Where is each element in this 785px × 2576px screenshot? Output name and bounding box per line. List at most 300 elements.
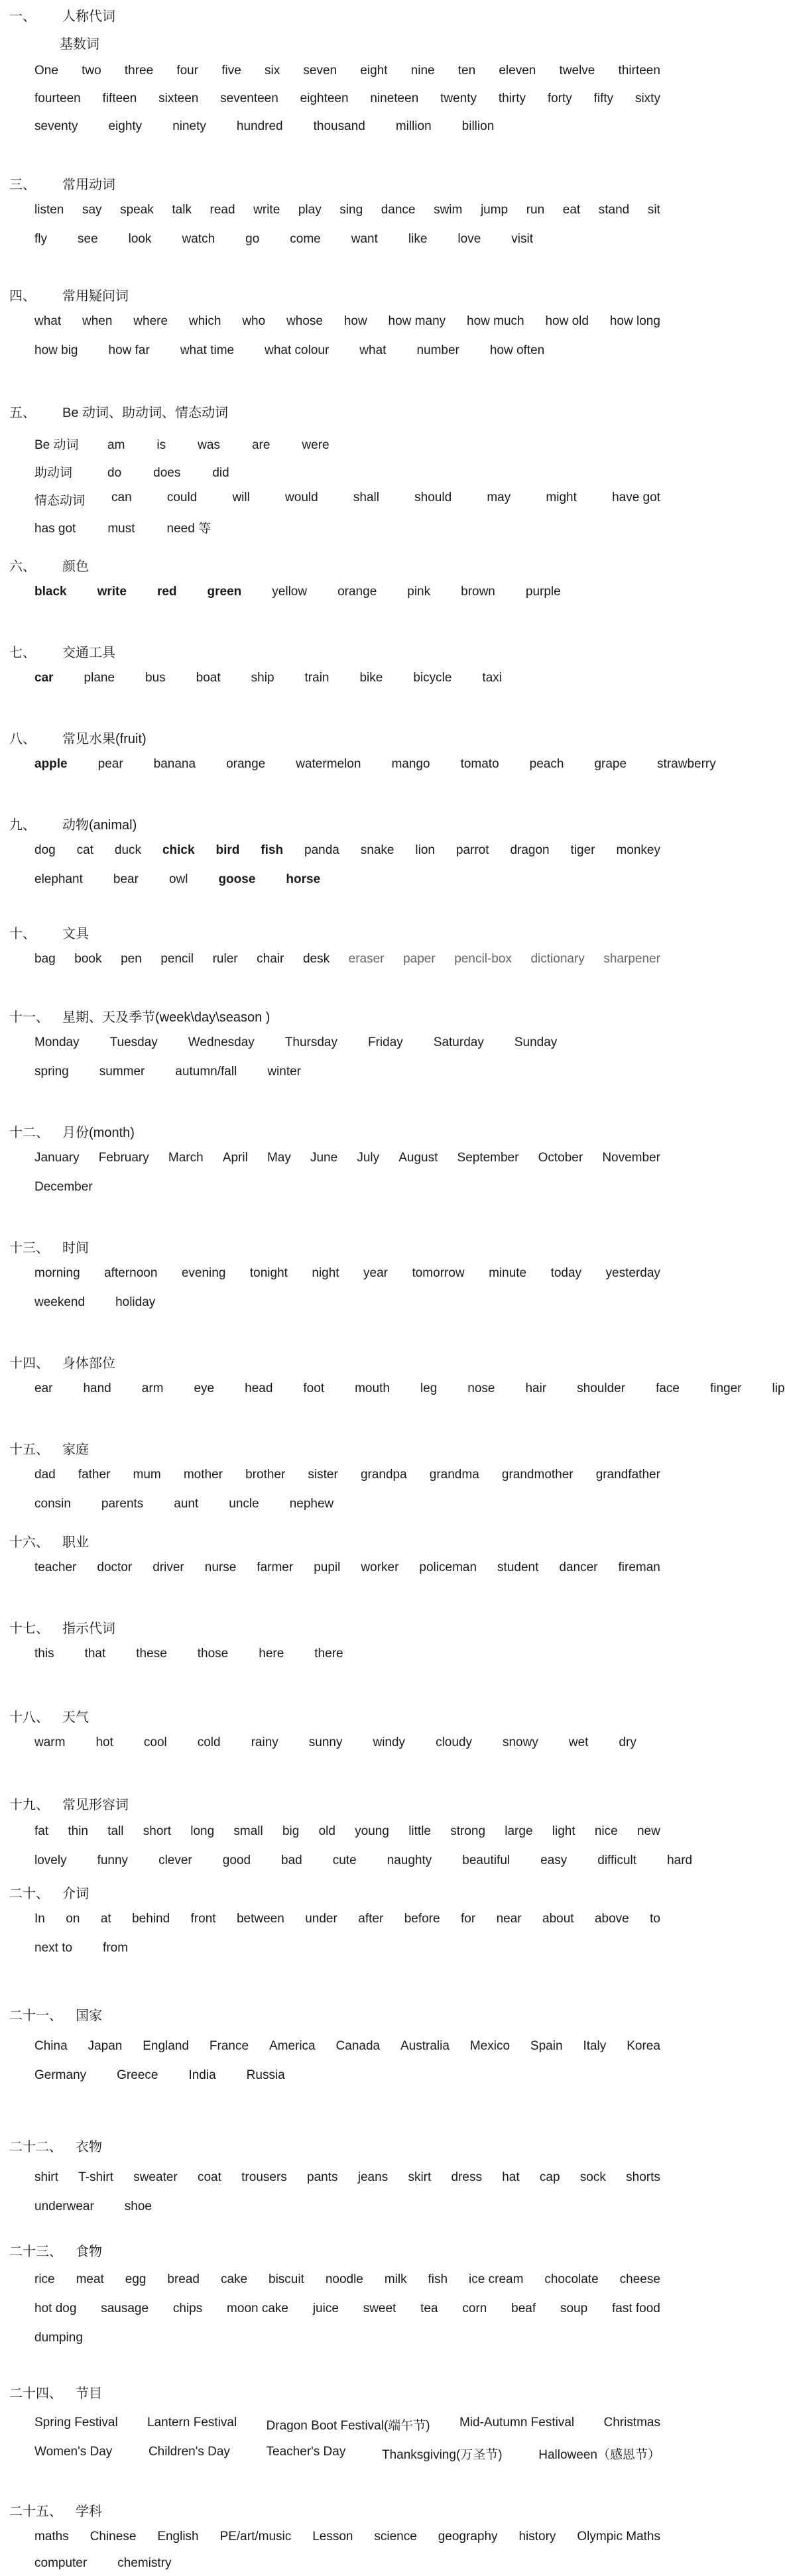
word: December <box>34 1180 93 1194</box>
word: listen <box>34 203 64 217</box>
word: Thursday <box>284 1035 337 1049</box>
word: four <box>176 64 199 78</box>
word: red <box>156 585 177 599</box>
word: light <box>552 1824 575 1838</box>
word: duck <box>114 843 142 857</box>
word: beaf <box>511 2302 536 2315</box>
word-row <box>34 2039 660 2054</box>
section-18-heading: 十八、 天气 <box>9 1710 89 1725</box>
word: eight <box>360 64 388 78</box>
word: plane <box>84 671 115 685</box>
word: pupil <box>314 1560 341 1574</box>
word: farmer <box>257 1560 294 1574</box>
word: bird <box>215 843 240 857</box>
word-row <box>34 585 660 599</box>
word: chips <box>172 2302 203 2315</box>
word: shoe <box>124 2199 152 2213</box>
word: T-shirt <box>78 2170 113 2184</box>
word: corn <box>462 2302 487 2315</box>
word: go <box>245 232 260 246</box>
word: pink <box>407 585 431 599</box>
word: grandmother <box>501 1468 574 1482</box>
word: rice <box>34 2272 55 2286</box>
word: spring <box>34 1065 69 1079</box>
word: driver <box>152 1560 184 1574</box>
word: Australia <box>400 2039 450 2053</box>
word: shirt <box>34 2170 58 2184</box>
word: short <box>143 1824 172 1838</box>
word: today <box>550 1266 582 1280</box>
word: green <box>207 585 242 599</box>
word-row <box>34 64 660 78</box>
word: underwear <box>34 2199 94 2213</box>
word: February <box>98 1151 149 1165</box>
word: May <box>267 1151 291 1165</box>
word-row <box>34 203 660 217</box>
word-row <box>34 1065 660 1079</box>
word: difficult <box>597 1853 637 1867</box>
word: Chinese <box>90 2530 137 2544</box>
word: bread <box>167 2272 200 2286</box>
word: Spain <box>530 2039 563 2053</box>
word: at <box>100 1912 111 1926</box>
word: Christmas <box>603 2416 660 2430</box>
word: above <box>594 1912 629 1926</box>
word-row <box>34 2272 660 2287</box>
word: sock <box>579 2170 606 2184</box>
word: monkey <box>616 843 660 857</box>
word: apple <box>34 757 68 771</box>
word: fifty <box>593 91 614 105</box>
be-verbs-row: Be 动词 am is was are were <box>34 438 330 452</box>
word: watch <box>182 232 215 246</box>
word: write <box>253 203 280 217</box>
word: noodle <box>325 2272 363 2286</box>
word: Wednesday <box>188 1035 255 1049</box>
word: read <box>210 203 235 217</box>
word: old <box>318 1824 335 1838</box>
word: weekend <box>34 1295 86 1309</box>
word: run <box>526 203 545 217</box>
word: how much <box>467 314 524 328</box>
word: play <box>298 203 322 217</box>
word: car <box>34 671 54 685</box>
word: sixty <box>634 91 660 105</box>
word: have got <box>612 491 660 504</box>
word: what <box>359 343 387 357</box>
word: cap <box>539 2170 560 2184</box>
word: cloudy <box>436 1735 472 1749</box>
word: sharpener <box>603 952 660 966</box>
word: seventeen <box>220 91 278 105</box>
word: nineteen <box>370 91 419 105</box>
word: Canada <box>335 2039 381 2053</box>
word: Sunday <box>514 1035 558 1049</box>
word: stand <box>598 203 630 217</box>
word: maths <box>34 2530 69 2544</box>
word: little <box>408 1824 431 1838</box>
word: chemistry <box>117 2556 172 2570</box>
word: on <box>66 1912 80 1926</box>
word: grandma <box>429 1468 479 1482</box>
word: lovely <box>34 1853 67 1867</box>
word: hair <box>525 1381 547 1395</box>
word: cake <box>220 2272 248 2286</box>
word: naughty <box>387 1853 432 1867</box>
word: Korea <box>627 2039 660 2053</box>
section-1-heading: 一、 人称代词 <box>9 9 115 24</box>
word: sausage <box>101 2302 149 2315</box>
word: teacher <box>34 1560 77 1574</box>
word-row <box>34 2199 660 2214</box>
section-16-heading: 十六、 职业 <box>9 1535 89 1550</box>
word: grandpa <box>360 1468 407 1482</box>
word: want <box>351 232 378 246</box>
word: policeman <box>419 1560 477 1574</box>
word: dog <box>34 843 56 857</box>
word: computer <box>34 2556 88 2570</box>
word-row <box>34 1468 660 1482</box>
word: China <box>34 2039 68 2053</box>
word: banana <box>153 757 196 771</box>
word: can <box>111 491 132 504</box>
word: say <box>82 203 102 217</box>
word: after <box>358 1912 384 1926</box>
word: warm <box>34 1735 66 1749</box>
word: love <box>457 232 481 246</box>
word: fourteen <box>34 91 81 105</box>
word-row <box>34 91 660 106</box>
word: million <box>395 119 432 133</box>
word: grandfather <box>595 1468 660 1482</box>
word: Mexico <box>469 2039 511 2053</box>
word: Spring Festival <box>34 2416 118 2430</box>
word: which <box>188 314 221 328</box>
word: bicycle <box>413 671 452 685</box>
word: America <box>269 2039 316 2053</box>
word: how old <box>545 314 589 328</box>
word: egg <box>125 2272 147 2286</box>
word: must <box>107 522 135 536</box>
word: English <box>157 2530 199 2544</box>
word: bag <box>34 952 56 966</box>
word: how big <box>34 343 78 357</box>
word: taxi <box>482 671 502 685</box>
word: about <box>542 1912 574 1926</box>
word: how far <box>108 343 150 357</box>
section-15-heading: 十五、 家庭 <box>9 1442 89 1457</box>
word: watermelon <box>296 757 361 771</box>
word: Germany <box>34 2068 87 2082</box>
word: pen <box>121 952 142 966</box>
word: foot <box>303 1381 325 1395</box>
word: under <box>305 1912 337 1926</box>
word: student <box>497 1560 539 1574</box>
word: come <box>290 232 321 246</box>
word-row <box>34 872 660 887</box>
word: near <box>496 1912 522 1926</box>
section-11-heading: 十一、 星期、天及季节(week\day\season ) <box>9 1010 271 1025</box>
word: trousers <box>241 2170 287 2184</box>
word: could <box>166 491 198 504</box>
word: bad <box>281 1853 302 1867</box>
word: would <box>285 491 318 504</box>
word: Olympic Maths <box>577 2530 660 2544</box>
word-row <box>34 2302 660 2316</box>
word: fish <box>428 2272 448 2286</box>
word-row <box>34 2556 660 2571</box>
word: July <box>357 1151 380 1165</box>
word: chick <box>162 843 195 857</box>
word: uncle <box>229 1497 259 1511</box>
word: England <box>143 2039 189 2053</box>
word: March <box>168 1151 204 1165</box>
word: swim <box>434 203 463 217</box>
word: jeans <box>357 2170 389 2184</box>
word: billion <box>461 119 495 133</box>
section-22-heading: 二十二、 衣物 <box>9 2140 102 2154</box>
section-20-heading: 二十、 介词 <box>9 1887 89 1901</box>
word: night <box>312 1266 339 1280</box>
word: funny <box>97 1853 129 1867</box>
word-row <box>34 671 660 685</box>
word: afternoon <box>104 1266 158 1280</box>
word: strong <box>450 1824 486 1838</box>
word: see <box>78 232 98 246</box>
modal-verbs-row-2 <box>34 518 243 536</box>
word: tea <box>420 2302 438 2315</box>
word: Russia <box>246 2068 285 2082</box>
word-row <box>34 1824 660 1839</box>
word: might <box>546 491 577 504</box>
word: parents <box>101 1497 144 1511</box>
word: orange <box>337 585 377 599</box>
word: ten <box>457 64 476 78</box>
word: two <box>82 64 101 78</box>
word: chair <box>257 952 284 966</box>
word-row <box>34 119 660 134</box>
word: meat <box>76 2272 104 2286</box>
word: Japan <box>88 2039 123 2053</box>
word: talk <box>172 203 192 217</box>
word: morning <box>34 1266 80 1280</box>
word: eye <box>194 1381 215 1395</box>
word: dragon <box>510 843 550 857</box>
word: owl <box>168 872 188 886</box>
word: here <box>259 1647 284 1661</box>
word: look <box>128 232 152 246</box>
section-8-heading: 八、 常见水果(fruit) <box>9 732 147 746</box>
word: moon cake <box>227 2302 288 2315</box>
word: train <box>304 671 330 685</box>
word: leg <box>420 1381 438 1395</box>
word: thirty <box>498 91 526 105</box>
section-7-heading: 七、 交通工具 <box>9 646 115 660</box>
word: November <box>602 1151 660 1165</box>
word: nurse <box>204 1560 237 1574</box>
word: Thanksgiving(万圣节) <box>381 2448 503 2462</box>
word-row <box>34 1295 660 1310</box>
word: dictionary <box>530 952 585 966</box>
word: hundred <box>236 119 283 133</box>
word: paper <box>403 952 436 966</box>
word: large <box>505 1824 533 1838</box>
word: One <box>34 64 58 78</box>
word: ruler <box>212 952 238 966</box>
word: juice <box>312 2302 339 2315</box>
word: five <box>221 64 241 78</box>
word: mouth <box>355 1381 390 1395</box>
word: need 等 <box>166 522 211 536</box>
word: nine <box>410 64 435 78</box>
word: soup <box>560 2302 588 2315</box>
word: seventy <box>34 119 78 133</box>
section-24-heading: 二十四、 节目 <box>9 2386 102 2401</box>
word: dance <box>381 203 416 217</box>
word: those <box>197 1647 229 1661</box>
word-row <box>34 343 660 358</box>
word: eleven <box>499 64 536 78</box>
word: easy <box>540 1853 568 1867</box>
word-row <box>34 1035 660 1050</box>
word: ice cream <box>469 2272 524 2286</box>
word: brown <box>461 585 495 599</box>
word: speak <box>120 203 154 217</box>
word: worker <box>361 1560 399 1574</box>
word: shoulder <box>577 1381 626 1395</box>
word: France <box>209 2039 249 2053</box>
word-row <box>34 1180 660 1195</box>
word: bear <box>113 872 139 886</box>
word: book <box>74 952 102 966</box>
word: PE/art/music <box>219 2530 292 2544</box>
word: geography <box>438 2530 498 2544</box>
word: skirt <box>408 2170 432 2184</box>
word: mother <box>183 1468 223 1482</box>
word: arm <box>141 1381 164 1395</box>
word: was <box>198 438 220 452</box>
word: mum <box>133 1468 161 1482</box>
word: sixteen <box>158 91 199 105</box>
word: clever <box>158 1853 192 1867</box>
word: Children's Day <box>148 2445 230 2459</box>
word: are <box>251 438 271 452</box>
word: how <box>343 314 367 328</box>
word: this <box>34 1647 54 1661</box>
modal-verbs-row: 情态动词 can could will would shall should may might have got <box>34 491 660 508</box>
word: Tuesday <box>109 1035 158 1049</box>
word: fast food <box>611 2302 660 2315</box>
word: number <box>416 343 459 357</box>
word: coat <box>197 2170 221 2184</box>
section-10-heading: 十、 文具 <box>9 927 89 941</box>
word: young <box>355 1824 389 1838</box>
word: dumping <box>34 2331 83 2345</box>
word: dry <box>619 1735 636 1749</box>
word: good <box>222 1853 251 1867</box>
word: whose <box>286 314 323 328</box>
word: grape <box>594 757 627 771</box>
section-5-heading: 五、 Be 动词、助动词、情态动词 <box>9 406 229 420</box>
word: sweet <box>363 2302 396 2315</box>
word: to <box>650 1912 660 1926</box>
word: desk <box>302 952 330 966</box>
word: how long <box>609 314 660 328</box>
word: when <box>82 314 113 328</box>
word: hard <box>667 1853 693 1867</box>
word: Italy <box>583 2039 607 2053</box>
word: evening <box>181 1266 226 1280</box>
word: cat <box>76 843 93 857</box>
word: eighteen <box>300 91 349 105</box>
word: that <box>84 1647 106 1661</box>
word: ear <box>34 1381 53 1395</box>
word: what time <box>180 343 235 357</box>
word: cute <box>332 1853 357 1867</box>
word: September <box>457 1151 519 1165</box>
word: ship <box>251 671 274 685</box>
word: autumn/fall <box>175 1065 237 1079</box>
word: beautiful <box>462 1853 511 1867</box>
word: how often <box>489 343 545 357</box>
word: brother <box>245 1468 286 1482</box>
word: snake <box>360 843 394 857</box>
word: thousand <box>313 119 365 133</box>
word: next to <box>34 1941 73 1955</box>
word: from <box>103 1941 129 1955</box>
word-row <box>34 2416 660 2433</box>
word: pencil <box>160 952 194 966</box>
word: Mid-Autumn Festival <box>459 2416 575 2430</box>
word: pencil-box <box>454 952 512 966</box>
word: were <box>302 438 330 452</box>
word: between <box>236 1912 284 1926</box>
word: elephant <box>34 872 83 886</box>
word-row <box>34 1151 660 1165</box>
word: In <box>34 1912 45 1926</box>
word: big <box>282 1824 300 1838</box>
word: did <box>212 466 229 480</box>
section-13-heading: 十三、 时间 <box>9 1241 89 1256</box>
word-row <box>34 2068 660 2083</box>
word: biscuit <box>269 2272 304 2286</box>
word: face <box>656 1381 680 1395</box>
word: sweater <box>133 2170 178 2184</box>
section-1-subheading: 基数词 <box>60 37 99 52</box>
word: twelve <box>559 64 595 78</box>
word: where <box>133 314 168 328</box>
word: may <box>487 491 511 504</box>
word: goose <box>218 872 256 886</box>
word: tomato <box>460 757 499 771</box>
word: pear <box>97 757 123 771</box>
word-row <box>34 1853 693 1868</box>
section-21-heading: 二十一、 国家 <box>9 2009 102 2023</box>
section-17-heading: 十七、 指示代词 <box>9 1621 115 1636</box>
word: will <box>232 491 250 504</box>
word: Friday <box>367 1035 403 1049</box>
word: dancer <box>559 1560 598 1574</box>
word: small <box>233 1824 263 1838</box>
word: holiday <box>115 1295 156 1309</box>
word: rainy <box>251 1735 278 1749</box>
word: Greece <box>117 2068 158 2082</box>
word: January <box>34 1151 80 1165</box>
word: history <box>518 2530 556 2544</box>
section-23-heading: 二十三、 食物 <box>9 2245 102 2259</box>
word: cold <box>197 1735 221 1749</box>
word: Halloween（感恩节） <box>538 2448 660 2462</box>
